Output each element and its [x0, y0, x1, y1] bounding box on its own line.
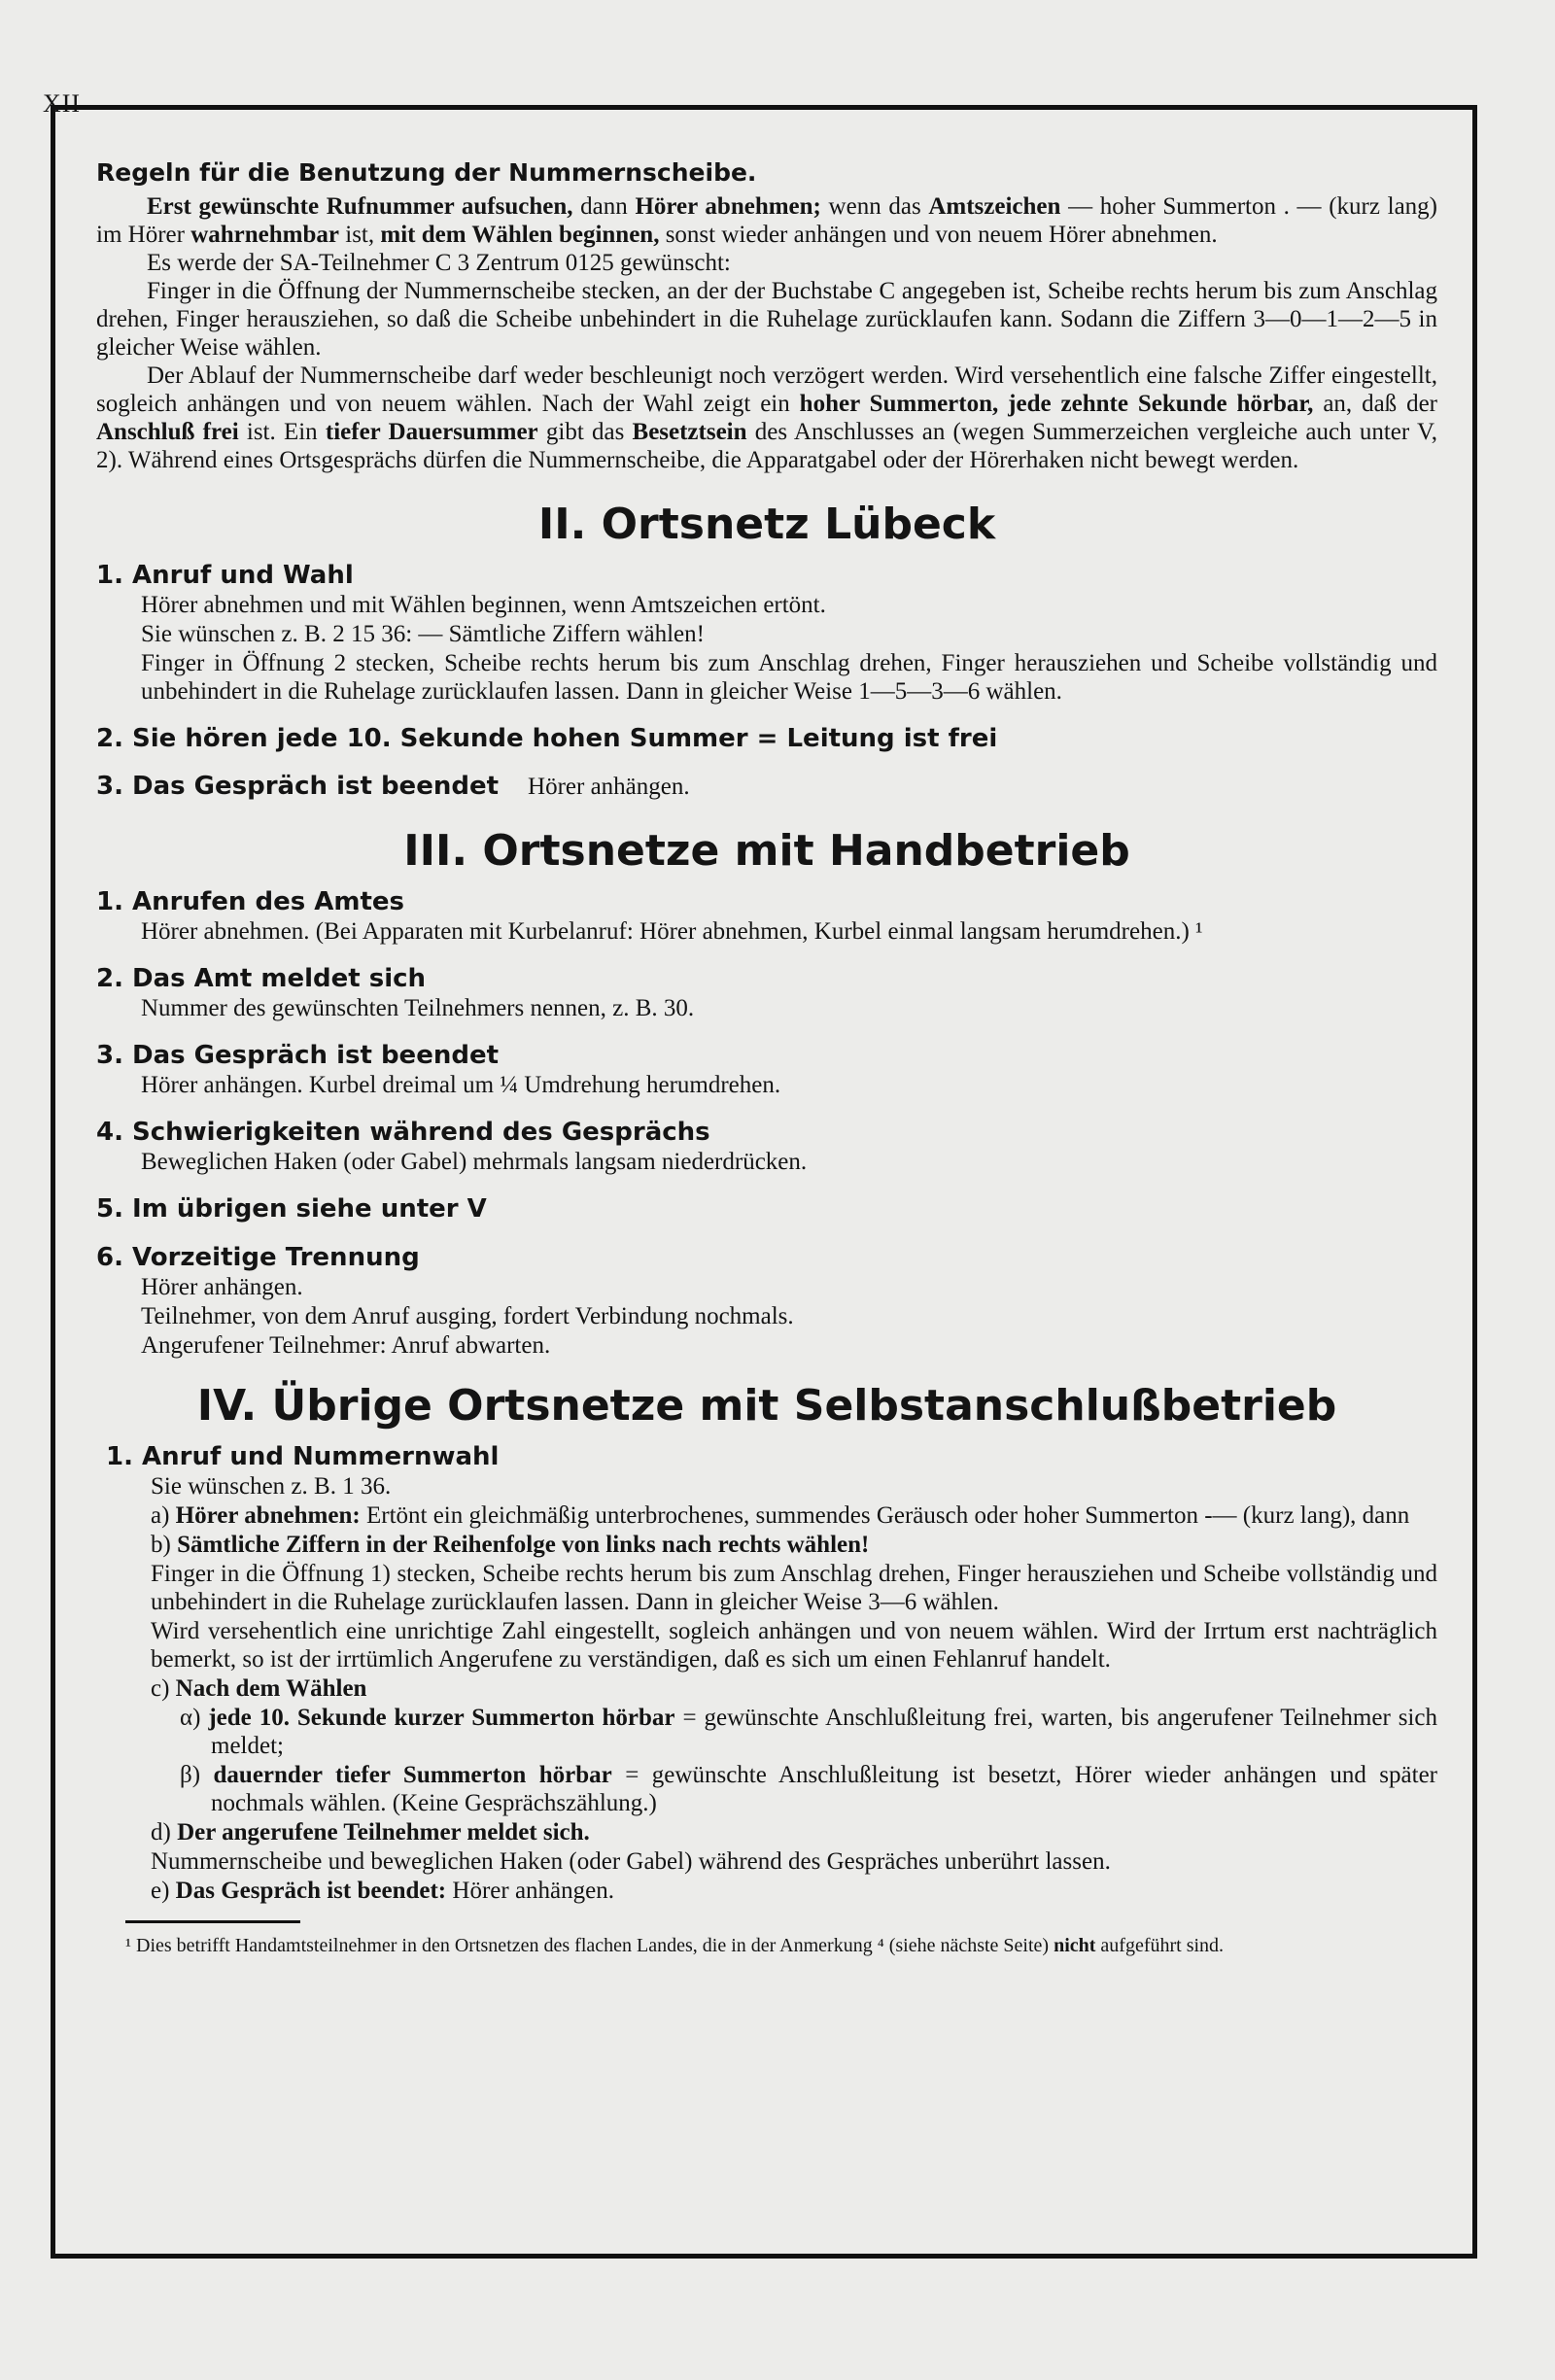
label: α)	[180, 1705, 209, 1731]
footnote-divider	[125, 1920, 300, 1923]
bold-text: Nach dem Wählen	[175, 1675, 367, 1702]
item-inline-text: Hörer anhängen.	[528, 774, 690, 800]
bold-text: Der angerufene Teilnehmer meldet sich.	[177, 1819, 590, 1845]
list-item	[96, 886, 1437, 946]
rules-text: Der Ablauf der Nummernscheibe darf weder beschleunigt noch verzögert werden. Wird versehentlich eine falsche Ziffer eingestellt, sogleich anhängen und von neuem wählen. Nach der Wahl zeigt ein	[96, 362, 1437, 417]
item-line-b	[151, 1531, 1437, 1559]
item-body	[96, 591, 1437, 706]
item-line-alpha	[151, 1704, 1437, 1760]
rules-text: dann	[572, 193, 636, 220]
footnote-text: aufgeführt sind.	[1095, 1935, 1225, 1956]
list-item	[96, 723, 1437, 754]
item-line-a	[151, 1501, 1437, 1530]
rules-bold: Amtszeichen	[928, 193, 1061, 220]
item-title: 6. Vorzeitige Trennung	[96, 1243, 420, 1272]
item-line: Beweglichen Haken (oder Gabel) mehrmals langsam niederdrücken.	[141, 1149, 808, 1175]
item-line: Hörer anhängen.	[141, 1274, 303, 1300]
rules-text: ist,	[339, 222, 381, 248]
list-item	[96, 963, 1437, 1022]
item-line: Angerufener Teilnehmer: Anruf abwarten.	[141, 1332, 551, 1359]
item-line: Hörer abnehmen und mit Wählen beginnen, wenn Amtszeichen ertönt.	[141, 592, 826, 618]
item-body	[96, 1273, 1437, 1360]
list-item	[96, 560, 1437, 706]
rules-paragraph-1	[96, 192, 1437, 249]
item-line: Sie wünschen z. B. 1 36.	[151, 1473, 392, 1500]
label: a)	[151, 1502, 176, 1529]
rules-bold: Besetztsein	[632, 419, 747, 445]
item-body	[96, 1071, 1437, 1099]
label: b)	[151, 1532, 178, 1558]
rules-text: sonst wieder anhängen und von neuem Hörer abnehmen.	[659, 222, 1218, 248]
section-heading-lubeck: II. Ortsnetz Lübeck	[537, 500, 996, 549]
item-line: Nummernscheibe und beweglichen Haken (oder Gabel) während des Gespräches unberührt lassen.	[151, 1848, 1111, 1875]
rules-text: an, daß der	[1313, 391, 1437, 417]
rules-bold: Hörer abnehmen;	[635, 193, 821, 220]
rules-bold: tiefer Dauersummer	[325, 419, 538, 445]
list-item	[96, 1040, 1437, 1099]
bold-text: Hörer abnehmen:	[175, 1502, 361, 1529]
rules-bold: mit dem Wählen beginnen,	[380, 222, 660, 248]
text: = gewünschte Anschlußleitung frei, warten, bis angerufener Teilnehmer sich meldet;	[211, 1705, 1437, 1759]
rules-text: ist. Ein	[238, 419, 326, 445]
label: c)	[151, 1675, 176, 1702]
item-title: 1. Anrufen des Amtes	[96, 887, 405, 916]
rules-text: wenn das	[820, 193, 929, 220]
item-title: 2. Das Amt meldet sich	[96, 964, 427, 993]
section3-items	[96, 886, 1437, 1360]
text: Hörer anhängen.	[446, 1878, 614, 1904]
item-line: Finger in die Öffnung 1) stecken, Scheibe rechts herum bis zum Anschlag drehen, Finger herausziehen und Scheibe vollständig und unbehindert in die Ruhelage zurücklaufen lassen. Dann in gleicher Weise 3—6 wählen.	[151, 1561, 1437, 1615]
rules-bold: Erst gewünschte Rufnummer aufsuchen,	[147, 193, 573, 220]
item-title: 1. Anruf und Nummernwahl	[106, 1442, 500, 1471]
item-line: Nummer des gewünschten Teilnehmers nennen, z. B. 30.	[141, 995, 695, 1021]
label: e)	[151, 1878, 176, 1904]
list-item	[96, 772, 1437, 801]
item-body	[96, 1472, 1437, 1905]
item-line: Sie wünschen z. B. 2 15 36: — Sämtliche Ziffern wählen!	[141, 621, 705, 647]
rules-text: des Anschlusses an (wegen Summerzeichen vergleiche auch unter V, 2). Während eines Ortsgesprächs dürfen die Nummernscheibe, die Apparatgabel oder der Hörerhaken nicht bewegt werden.	[96, 419, 1438, 473]
item-line: Teilnehmer, von dem Anruf ausging, fordert Verbindung nochmals.	[141, 1303, 794, 1329]
section-selbstanschluss	[96, 1381, 1437, 1905]
rules-heading: Regeln für die Benutzung der Nummernscheibe.	[96, 158, 757, 187]
rules-bold: hoher Summerton, jede zehnte Sekunde hörbar,	[799, 391, 1314, 417]
item-body	[96, 917, 1437, 946]
item-title: 2. Sie hören jede 10. Sekunde hohen Summer = Leitung ist frei	[96, 724, 998, 753]
item-title: 3. Das Gespräch ist beendet	[96, 1041, 500, 1070]
item-title: 5. Im übrigen siehe unter V	[96, 1194, 487, 1224]
bold-text: Sämtliche Ziffern in der Reihenfolge von links nach rechts wählen!	[177, 1532, 870, 1558]
text: = gewünschte Anschlußleitung ist besetzt, Hörer wieder anhängen und später nochmals wählen. (Keine Gesprächszählung.)	[211, 1762, 1437, 1816]
rules-text: — hoher Summerton . — (kurz lang) im Hörer	[96, 193, 1437, 248]
content-frame	[51, 105, 1477, 2259]
footnote-text: ¹ Dies betrifft Handamtsteilnehmer in den Ortsnetzen des flachen Landes, die in der Anmerkung ⁴ (siehe nächste Seite)	[125, 1935, 1054, 1956]
item-line-beta	[151, 1761, 1437, 1817]
item-body	[96, 1148, 1437, 1176]
rules-paragraph-3: Finger in die Öffnung der Nummernscheibe stecken, an der der Buchstabe C angegeben ist, Scheibe rechts herum bis zum Anschlag drehen, Finger herausziehen, so daß die Scheibe unbehindert in die Ruhelage zurücklaufen kann. Sodann die Ziffern 3—0—1—2—5 in gleicher Weise wählen.	[96, 278, 1437, 361]
item-line-c	[151, 1674, 1437, 1703]
item-title: 1. Anruf und Wahl	[96, 561, 354, 590]
section-handbetrieb	[96, 826, 1437, 1360]
footnote-bold: nicht	[1054, 1935, 1096, 1956]
bold-text: Das Gespräch ist beendet:	[175, 1878, 447, 1904]
bold-text: dauernder tiefer Summerton hörbar	[213, 1762, 612, 1788]
rules-paragraph-2: Es werde der SA-Teilnehmer C 3 Zentrum 0125 gewünscht:	[147, 250, 731, 276]
rules-paragraph-4	[96, 362, 1437, 474]
section-heading-handbetrieb: III. Ortsnetze mit Handbetrieb	[403, 826, 1130, 876]
bold-text: jede 10. Sekunde kurzer Summerton hörbar	[208, 1705, 675, 1731]
item-line: Wird versehentlich eine unrichtige Zahl eingestellt, sogleich anhängen und von neuem wählen. Wird der Irrtum erst nachträglich bemerkt, so ist der irrtümlich Angerufene zu verständigen, daß es sich um einen Fehlanruf handelt.	[151, 1618, 1437, 1673]
list-item	[96, 1242, 1437, 1360]
page-number: XII	[43, 89, 82, 118]
item-line: Hörer abnehmen. (Bei Apparaten mit Kurbelanruf: Hörer abnehmen, Kurbel einmal langsam herumdrehen.) ¹	[141, 918, 1203, 945]
footnote	[96, 1933, 1437, 1958]
section-lubeck	[96, 500, 1437, 801]
list-item	[96, 1193, 1437, 1224]
item-line: Hörer anhängen. Kurbel dreimal um ¼ Umdrehung herumdrehen.	[141, 1072, 781, 1098]
item-title: 4. Schwierigkeiten während des Gesprächs	[96, 1118, 710, 1147]
rules-text: gibt das	[537, 419, 633, 445]
text: Ertönt ein gleichmäßig unterbrochenes, summendes Geräusch oder hoher Summerton -— (kurz lang), dann	[360, 1502, 1410, 1529]
label: d)	[151, 1819, 178, 1845]
item-title: 3. Das Gespräch ist beendet	[96, 772, 500, 801]
item-line-e	[151, 1877, 1437, 1905]
section-heading-selbstanschluss: IV. Übrige Ortsnetze mit Selbstanschlußbetrieb	[196, 1381, 1337, 1431]
rules-section	[96, 158, 1437, 474]
rules-bold: wahrnehmbar	[190, 222, 339, 248]
item-line: Finger in Öffnung 2 stecken, Scheibe rechts herum bis zum Anschlag drehen, Finger herausziehen und Scheibe vollständig und unbehindert in die Ruhelage zurücklaufen lassen. Dann in gleicher Weise 1—5—3—6 wählen.	[141, 650, 1437, 705]
list-item	[96, 1117, 1437, 1176]
item-body	[96, 994, 1437, 1022]
label: β)	[180, 1762, 214, 1788]
item-line-d	[151, 1818, 1437, 1846]
rules-bold: Anschluß frei	[96, 419, 239, 445]
